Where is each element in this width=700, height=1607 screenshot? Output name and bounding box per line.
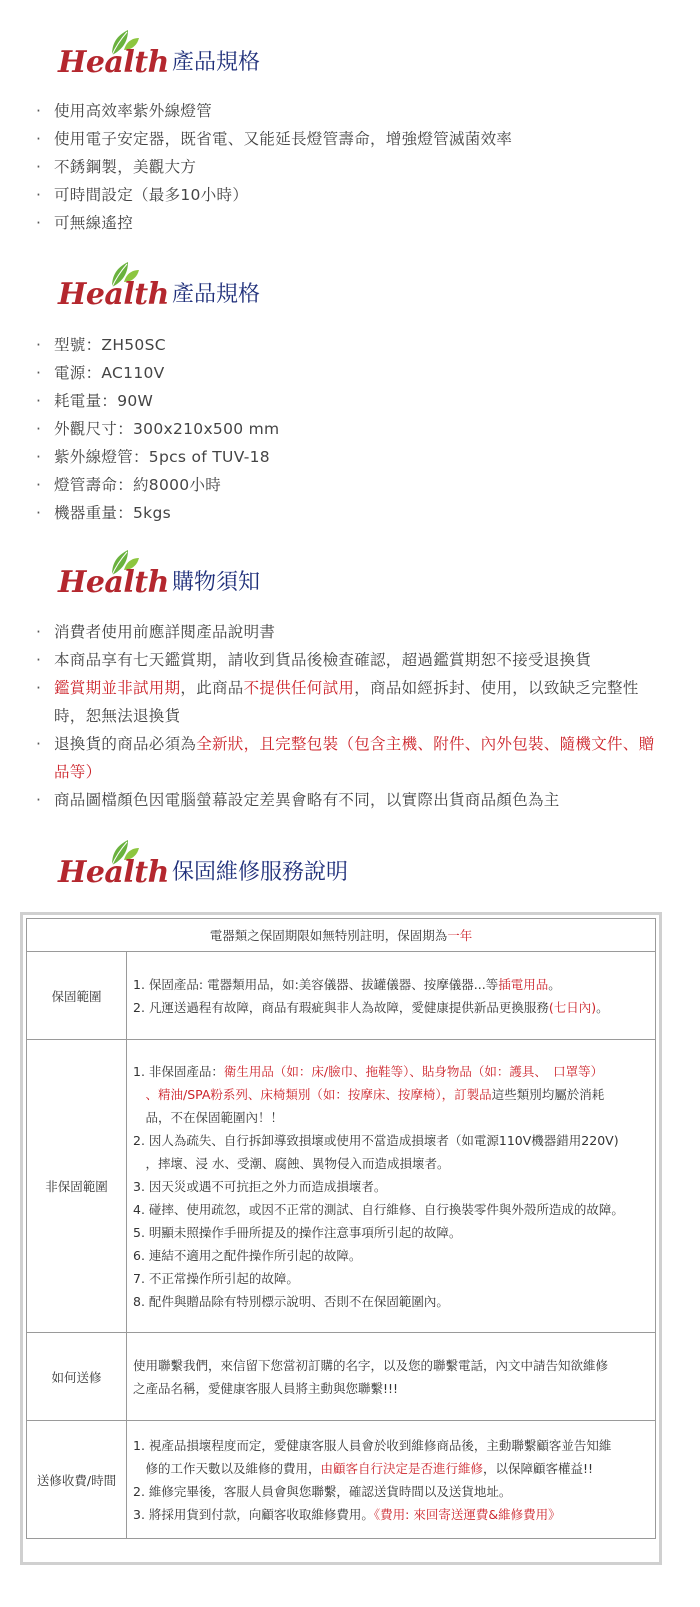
clause-line xyxy=(133,1083,649,1106)
list-item: · 不銹鋼製，美觀大方 xyxy=(36,153,666,181)
list-item: · 外觀尺寸：300x210x500 mm xyxy=(36,415,666,443)
highlight-text: 不提供任何試用 xyxy=(243,679,355,697)
highlight-text: 衛生用品（如：床/臉巾、拖鞋等）、貼身物品（如：護具、 口罩等） xyxy=(223,1063,604,1079)
row-content xyxy=(127,952,656,1040)
section-header xyxy=(58,546,658,606)
clause-line xyxy=(133,996,649,1019)
text-segment: 。 xyxy=(548,976,561,992)
clause-line xyxy=(133,1480,649,1503)
list-item xyxy=(36,618,666,646)
row-content xyxy=(127,1040,656,1333)
highlight-text: (七日內) xyxy=(548,999,597,1015)
list-item: · 可時間設定（最多10小時） xyxy=(36,181,666,209)
text-segment: 這些類別均屬於消耗 xyxy=(491,1086,605,1102)
warranty-period: 一年 xyxy=(447,928,473,943)
section-header xyxy=(58,836,658,896)
highlight-text: 、精油/SPA粉系列、床椅類別（如：按摩床、按摩椅），訂製品 xyxy=(133,1086,492,1102)
row-content xyxy=(127,1333,656,1421)
table-row xyxy=(27,1040,656,1333)
text-segment: 使用聯繫我們，來信留下您當初訂購的名字，以及您的聯繫電話，內文中請告知欲維修 xyxy=(133,1357,609,1373)
text-segment: 1. 視產品損壞程度而定，愛健康客服人員會於收到維修商品後，主動聯繫顧客並告知維 xyxy=(133,1437,612,1453)
clause-line xyxy=(133,1267,649,1290)
text-segment: 6. 連結不適用之配件操作所引起的故障。 xyxy=(133,1247,362,1263)
row-label: 如何送修 xyxy=(27,1333,127,1421)
clause-line xyxy=(133,1060,649,1083)
highlight-text: 全新狀，且完整包裝（包含主機、附件、內外包裝、隨機文件、贈品等） xyxy=(54,735,655,781)
section-title: 保固維修服務說明 xyxy=(172,860,349,885)
highlight-text: 《費用: 來回寄送運費&維修費用》 xyxy=(373,1506,561,1522)
list-item: · 燈管壽命：約8000小時 xyxy=(36,471,666,499)
brand-logo: Health xyxy=(58,45,169,80)
feature-list xyxy=(36,97,666,237)
clause-line xyxy=(133,1198,649,1221)
list-item: · 型號：ZH50SC xyxy=(36,331,666,359)
text-segment: 退換貨的商品必須為 xyxy=(54,735,197,753)
list-item: · 使用電子安定器，既省電、又能延長燈管壽命，增強燈管滅菌效率 xyxy=(36,125,666,153)
text-segment: ，摔壞、浸 水、受潮、腐蝕、異物侵入而造成損壞者。 xyxy=(133,1155,450,1171)
text-segment: 8. 配件與贈品除有特別標示說明、否則不在保固範圍內。 xyxy=(133,1293,449,1309)
text-segment: 5. 明顯未照操作手冊所提及的操作注意事項所引起的故障。 xyxy=(133,1224,462,1240)
clause-line xyxy=(133,1434,649,1457)
text-segment: 3. 將採用貨到付款，向顧客收取維修費用。 xyxy=(133,1506,374,1522)
warranty-header-row xyxy=(27,919,656,952)
clause-line xyxy=(133,1129,649,1152)
table-row xyxy=(27,1421,656,1539)
list-item xyxy=(36,730,666,786)
text-segment: 消費者使用前應詳閱產品說明書 xyxy=(54,623,276,641)
warranty-header xyxy=(27,919,656,952)
text-segment: ，以保障顧客權益!! xyxy=(483,1460,594,1476)
warranty-table xyxy=(26,918,656,1539)
text-segment: 4. 碰摔、使用疏忽，或因不正常的測試、自行維修、自行換裝零件與外殼所造成的故障。 xyxy=(133,1201,624,1217)
section-title: 產品規格 xyxy=(172,50,261,75)
row-content xyxy=(127,1421,656,1539)
warranty-header-text: 電器類之保固期限如無特別註明，保固期為 xyxy=(209,928,448,943)
notice-list xyxy=(36,618,666,814)
clause-line xyxy=(133,1457,649,1480)
text-segment: ，此商品 xyxy=(180,679,244,697)
list-item: · 電源：AC110V xyxy=(36,359,666,387)
text-segment: 1. 非保固產品： xyxy=(133,1063,224,1079)
clause-line xyxy=(133,1377,649,1400)
text-segment: 商品圖檔顏色因電腦螢幕設定差異會略有不同，以實際出貨商品顏色為主 xyxy=(54,791,560,809)
highlight-text: 插電用品 xyxy=(498,976,549,992)
clause-line xyxy=(133,1244,649,1267)
highlight-text: 鑑賞期並非試用期 xyxy=(54,679,181,697)
clause-line xyxy=(133,1106,649,1129)
section-header xyxy=(58,26,658,86)
list-item: · 紫外線燈管：5pcs of TUV-18 xyxy=(36,443,666,471)
list-item: · 耗電量：90W xyxy=(36,387,666,415)
list-item xyxy=(36,786,666,814)
row-label: 送修收費/時間 xyxy=(27,1421,127,1539)
text-segment: 2. 凡運送過程有故障，商品有瑕疵與非人為故障，愛健康提供新品更換服務 xyxy=(133,999,549,1015)
clause-line xyxy=(133,1152,649,1175)
clause-line xyxy=(133,1175,649,1198)
clause-line xyxy=(133,1290,649,1313)
text-segment: 品，不在保固範圍內！！ xyxy=(133,1109,284,1125)
text-segment: 2. 因人為疏失、自行拆卸導致損壞或使用不當造成損壞者（如電源110V機器錯用220V) xyxy=(133,1132,619,1148)
clause-line xyxy=(133,1503,649,1526)
spec-list xyxy=(36,331,666,527)
text-segment: 本商品享有七天鑑賞期，請收到貨品後檢查確認，超過鑑賞期恕不接受退換貨 xyxy=(54,651,592,669)
section-title: 購物須知 xyxy=(172,570,261,595)
section-header xyxy=(58,258,658,318)
clause-line xyxy=(133,1354,649,1377)
text-segment: 之產品名稱，愛健康客服人員將主動與您聯繫!!! xyxy=(133,1380,399,1396)
text-segment: ，商品如經拆封、使用，以致缺乏完整性時，恕無法退換貨 xyxy=(54,679,639,725)
row-label: 保固範圍 xyxy=(27,952,127,1040)
list-item xyxy=(36,646,666,674)
text-segment: 7. 不正常操作所引起的故障。 xyxy=(133,1270,299,1286)
brand-logo: Health xyxy=(58,855,169,890)
brand-logo: Health xyxy=(58,277,169,312)
warranty-table-frame xyxy=(20,912,662,1565)
list-item: · 使用高效率紫外線燈管 xyxy=(36,97,666,125)
text-segment: 修的工作天數以及維修的費用， xyxy=(133,1460,321,1476)
text-segment: 3. 因天災或遇不可抗拒之外力而造成損壞者。 xyxy=(133,1178,387,1194)
clause-line xyxy=(133,973,649,996)
list-item: · 可無線遙控 xyxy=(36,209,666,237)
text-segment: 1. 保固產品: 電器類用品，如:美容儀器、拔罐儀器、按摩儀器...等 xyxy=(133,976,499,992)
text-segment: 2. 維修完畢後，客服人員會與您聯繫，確認送貨時間以及送貨地址。 xyxy=(133,1483,512,1499)
section-title: 產品規格 xyxy=(172,282,261,307)
table-row xyxy=(27,1333,656,1421)
highlight-text: 由顧客自行決定是否進行維修 xyxy=(320,1460,484,1476)
table-row xyxy=(27,952,656,1040)
clause-line xyxy=(133,1221,649,1244)
list-item: · 機器重量：5kgs xyxy=(36,499,666,527)
row-label: 非保固範圍 xyxy=(27,1040,127,1333)
brand-logo: Health xyxy=(58,565,169,600)
list-item xyxy=(36,674,666,730)
text-segment: 。 xyxy=(596,999,609,1015)
